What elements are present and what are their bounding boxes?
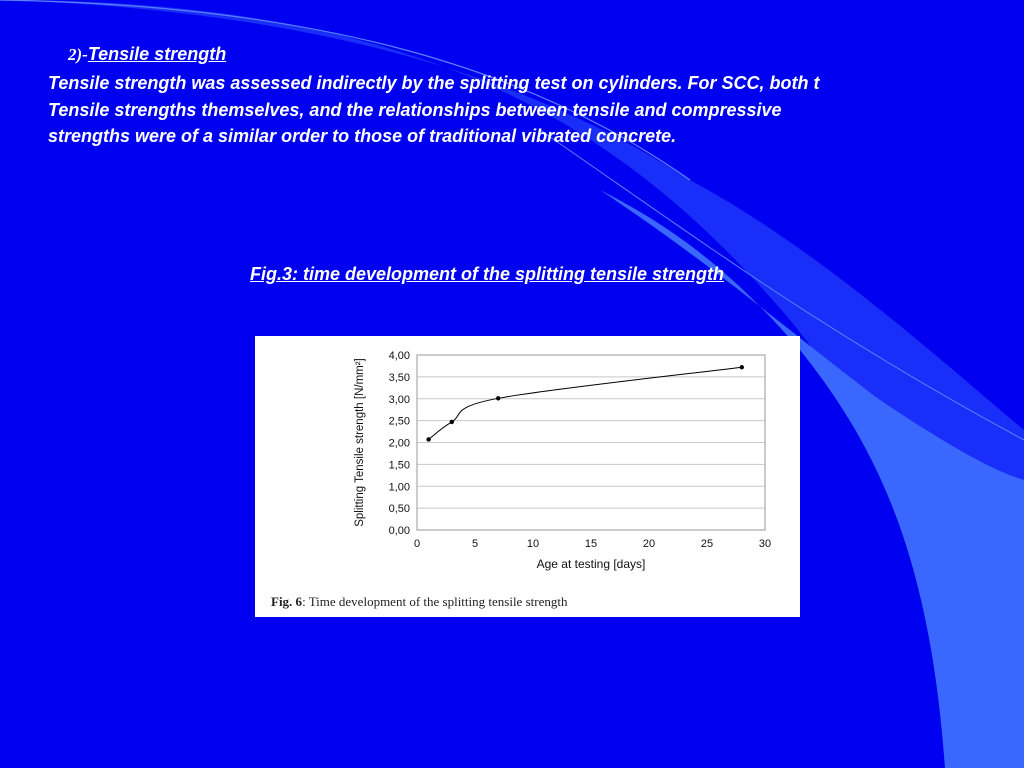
data-point xyxy=(740,365,744,369)
data-point xyxy=(426,437,430,441)
line-chart xyxy=(255,336,800,592)
y-tick-label: 1,50 xyxy=(388,459,410,472)
body-line: Tensile strengths themselves, and the relationships between tensile and compressive xyxy=(48,99,782,120)
figure-caption: Fig.3: time development of the splitting tensile strength xyxy=(250,264,725,284)
chart-figure xyxy=(255,336,800,617)
body-line: Tensile strength was assessed indirectly by the splitting test on cylinders. For SCC, both t xyxy=(48,73,820,93)
x-tick-label: 25 xyxy=(700,538,714,550)
x-tick-label: 10 xyxy=(526,538,540,550)
y-tick-label: 1,00 xyxy=(388,481,410,494)
y-tick-label: 4,00 xyxy=(388,350,410,362)
y-tick-label: 0,00 xyxy=(388,525,410,537)
x-tick-label: 15 xyxy=(584,538,598,550)
data-point xyxy=(496,396,500,400)
section-heading xyxy=(68,44,226,65)
y-tick-label: 2,50 xyxy=(388,415,410,428)
body-paragraph xyxy=(48,70,1024,150)
figure-note xyxy=(271,594,567,610)
body-line: strengths were of a similar order to those of traditional vibrated concrete. xyxy=(48,126,677,146)
figure-note-text: : Time development of the splitting tensile strength xyxy=(302,594,568,609)
y-tick-label: 3,50 xyxy=(388,371,410,384)
section-title: Tensile strength xyxy=(87,44,227,64)
x-tick-label: 20 xyxy=(642,538,656,550)
x-tick-label: 5 xyxy=(471,538,479,550)
section-number: 2)- xyxy=(68,45,88,64)
figure-note-label: Fig. 6 xyxy=(271,594,303,609)
x-tick-label: 0 xyxy=(413,538,421,550)
series-line xyxy=(429,367,742,439)
y-tick-label: 3,00 xyxy=(388,393,410,406)
y-axis-label: Splitting Tensile strength [N/mm²] xyxy=(354,358,366,527)
x-axis-label: Age at testing [days] xyxy=(536,557,646,571)
x-tick-label: 30 xyxy=(758,538,772,550)
data-point xyxy=(450,420,454,424)
y-tick-label: 2,00 xyxy=(388,437,410,450)
y-tick-label: 0,50 xyxy=(388,503,410,516)
